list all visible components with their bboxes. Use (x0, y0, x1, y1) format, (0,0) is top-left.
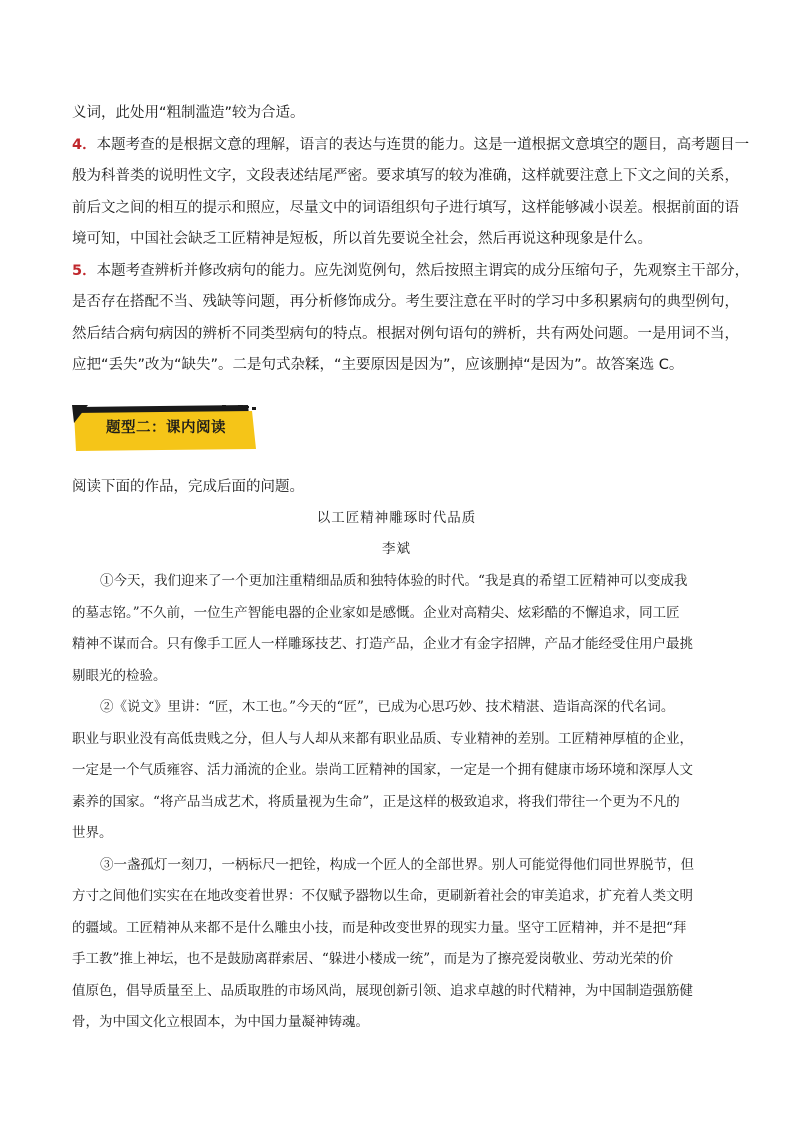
essay-line: 骨，为中国文化立根固本，为中国力量凝神铸魂。 (72, 1014, 369, 1030)
reading-instruction: 阅读下面的作品，完成后面的问题。 (72, 479, 304, 495)
answer-text: 本题考查辨析并修改病句的能力。应先浏览例句，然后按照主谓宾的成分压缩句子，先观察主干部分， (96, 262, 750, 279)
essay-body (72, 566, 722, 1039)
essay-line: ③一盏孤灯一刻刀，一柄标尺一把铨，构成一个匠人的全部世界。别人可能觉得他们同世界脱节，但 (100, 856, 694, 873)
answer-item-5 (72, 256, 750, 288)
answer-line: 前后文之间的相互的提示和照应，尽量文中的词语组织句子进行填写，这样能够减小误差。根据前面的语 (72, 199, 739, 216)
essay-line: 方寸之间他们实实在在地改变着世界：不仅赋予器物以生命，更刷新着社会的审美追求，扩充着人类文明 (72, 888, 693, 904)
essay-line: 值原色，倡导质量至上、品质取胜的市场风尚，展现创新引领、追求卓越的时代精神，为中国制造强筋健 (72, 982, 693, 999)
essay-line: 世界。 (72, 825, 113, 841)
section-title: 题型二：课内阅读 (106, 420, 226, 436)
essay-line: 剔眼光的检验。 (72, 667, 167, 684)
essay-title: 以工匠精神雕琢时代品质 (316, 510, 477, 526)
answer-line: 应把“丢失”改为“缺失”。二是句式杂糅，“主要原因是因为”，应该删掉“是因为”。故答案选 C。 (72, 357, 684, 373)
essay-line: 职业与职业没有高低贵贱之分，但人与人却从来都有职业品质、专业精神的差别。工匠精神厚植的企业， (72, 730, 693, 747)
answer-line: 义词，此处用“粗制滥造”较为合适。 (72, 105, 305, 121)
essay-line: 精神不谋而合。只有像手工匠人一样雕琢技艺、打造产品，企业才有金字招牌，产品才能经受住用户最挑 (72, 636, 693, 652)
item-number: 5． (72, 262, 97, 279)
section-banner (72, 405, 260, 451)
answer-item-4 (72, 130, 750, 162)
answer-text: 本题考查的是根据文意的理解，语言的表达与连贯的能力。这是一道根据文意填空的题目，高考题目一 (96, 136, 750, 153)
answer-line: 是否存在搭配不当、残缺等问题，再分析修饰成分。考生要注意在平时的学习中多积累病句的典型例句， (72, 294, 739, 310)
essay-line: 的疆域。工匠精神从来都不是什么雕虫小技，而是种改变世界的现实力量。坚守工匠精神，并不是把“拜 (72, 919, 687, 936)
essay-line: 素养的国家。“将产品当成艺术，将质量视为生命”，正是这样的极致追求，将我们带往一个更为不凡的 (72, 793, 680, 810)
essay-author: 李斌 (382, 541, 411, 557)
answer-line: 境可知，中国社会缺乏工匠精神是短板，所以首先要说全社会，然后再说这种现象是什么。 (72, 231, 652, 247)
answer-line: 然后结合病句病因的辨析不同类型病句的特点。根据对例句语句的辨析，共有两处问题。一是用词不当， (72, 325, 739, 342)
item-number: 4． (72, 136, 97, 153)
essay-line: 一定是一个气质雍容、活力涌流的企业。崇尚工匠精神的国家，一定是一个拥有健康市场环境和深厚人文 (72, 762, 693, 778)
essay-line: 手工教”推上神坛，也不是鼓励离群索居、“躲进小楼成一统”，而是为了擦亮爱岗敬业、劳动光荣的价 (72, 951, 674, 967)
essay-line: ②《说文》里讲：“匠，木工也。”今天的“匠”，已成为心思巧妙、技术精湛、造诣高深的代名词。 (100, 699, 675, 715)
answer-line: 般为科普类的说明性文字，文段表述结尾严密。要求填写的较为准确，这样就要注意上下文之间的关系， (72, 168, 739, 184)
essay-line: 的墓志铭。”不久前，一位生产智能电器的企业家如是感慨。企业对高精尖、炫彩酷的不懈追求，同工匠 (72, 604, 680, 621)
essay-line: ①今天，我们迎来了一个更加注重精细品质和独特体验的时代。“我是真的希望工匠精神可以变成我 (100, 573, 688, 589)
answer-explanations (72, 98, 750, 382)
